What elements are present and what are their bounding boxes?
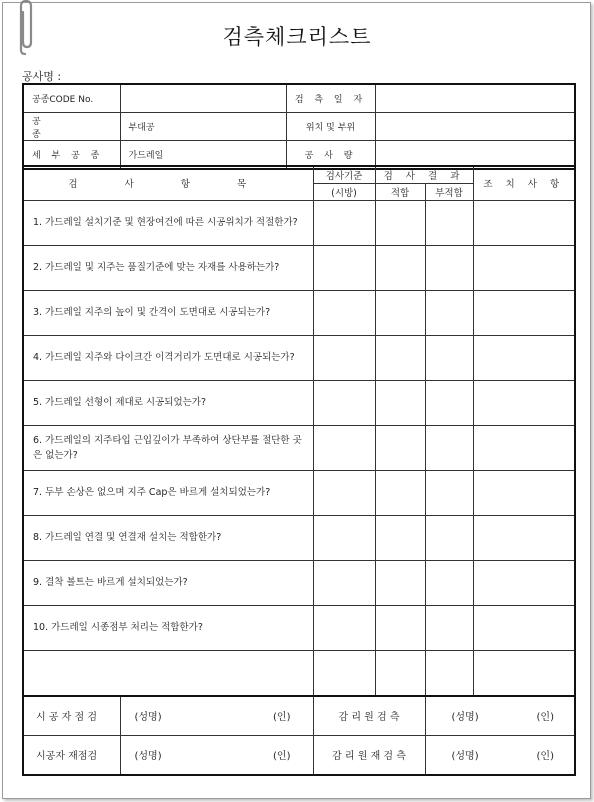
seal-label: (인) bbox=[273, 751, 291, 762]
table-row bbox=[23, 245, 575, 290]
fail-header: 부적합 bbox=[425, 183, 473, 200]
action-cell[interactable] bbox=[473, 425, 575, 470]
check-item: 6. 가드레일의 지주타입 근입깊이가 부족하여 상단부를 절단한 곳은 없는가? bbox=[23, 425, 313, 470]
table-row bbox=[23, 560, 575, 605]
project-name-label: 공사명 : bbox=[22, 70, 62, 83]
check-item: 3. 가드레일 지주의 높이 및 간격이 도면대로 시공되는가? bbox=[23, 290, 313, 335]
code-label: 공종CODE No. bbox=[23, 84, 120, 113]
fail-cell[interactable] bbox=[425, 200, 473, 245]
checklist-table bbox=[22, 165, 576, 776]
table-row bbox=[23, 425, 575, 470]
date-label: 검 측 일 자 bbox=[286, 84, 375, 113]
fail-cell[interactable] bbox=[425, 335, 473, 380]
pass-cell[interactable] bbox=[375, 470, 425, 515]
supervisor-recheck-signature-field[interactable] bbox=[425, 735, 575, 775]
pass-cell[interactable] bbox=[375, 605, 425, 650]
check-item: 2. 가드레일 및 지주는 품질기준에 맞는 자재를 사용하는가? bbox=[23, 245, 313, 290]
pass-cell[interactable] bbox=[375, 290, 425, 335]
fail-cell[interactable] bbox=[425, 470, 473, 515]
pass-header: 적합 bbox=[375, 183, 425, 200]
check-item: 4. 가드레일 지주와 다이크간 이격거리가 도면대로 시공되는가? bbox=[23, 335, 313, 380]
action-cell[interactable] bbox=[473, 470, 575, 515]
supervisor-recheck-label: 감 리 원 재 검 측 bbox=[313, 735, 425, 775]
standard-cell[interactable] bbox=[313, 335, 375, 380]
pass-cell[interactable] bbox=[375, 335, 425, 380]
pass-cell[interactable] bbox=[375, 560, 425, 605]
table-row bbox=[23, 650, 575, 696]
table-row bbox=[23, 380, 575, 425]
standard-cell[interactable] bbox=[313, 515, 375, 560]
action-header: 조 치 사 항 bbox=[473, 166, 575, 200]
standard-header: 검사기준 bbox=[313, 166, 375, 183]
check-item: 5. 가드레일 선형이 제대로 시공되었는가? bbox=[23, 380, 313, 425]
page-title: 검측체크리스트 bbox=[222, 25, 372, 49]
name-label: (성명) bbox=[451, 712, 479, 723]
contractor-check-label: 시 공 자 점 검 bbox=[23, 696, 120, 736]
seal-label: (인) bbox=[536, 712, 554, 723]
info-table bbox=[22, 83, 576, 170]
result-header: 검 사 결 과 bbox=[375, 166, 473, 183]
name-label: (성명) bbox=[134, 712, 162, 723]
table-row bbox=[23, 200, 575, 245]
pass-cell[interactable] bbox=[375, 200, 425, 245]
pass-cell[interactable] bbox=[375, 650, 425, 696]
action-cell[interactable] bbox=[473, 380, 575, 425]
check-item: 8. 가드레일 연결 및 연결재 설치는 적합한가? bbox=[23, 515, 313, 560]
fail-cell[interactable] bbox=[425, 605, 473, 650]
standard-cell[interactable] bbox=[313, 245, 375, 290]
action-cell[interactable] bbox=[473, 290, 575, 335]
pass-cell[interactable] bbox=[375, 425, 425, 470]
fail-cell[interactable] bbox=[425, 650, 473, 696]
standard-cell[interactable] bbox=[313, 650, 375, 696]
table-row bbox=[23, 605, 575, 650]
pass-cell[interactable] bbox=[375, 245, 425, 290]
standard-cell[interactable] bbox=[313, 425, 375, 470]
supervisor-check-label: 감 리 원 검 측 bbox=[313, 696, 425, 736]
check-item: 7. 두부 손상은 없으며 지주 Cap은 바르게 설치되었는가? bbox=[23, 470, 313, 515]
contractor-recheck-label: 시공자 재점검 bbox=[23, 735, 120, 775]
contractor-recheck-signature-field[interactable] bbox=[120, 735, 313, 775]
supervisor-signature-field[interactable] bbox=[425, 696, 575, 736]
check-item: 1. 가드레일 설치기준 및 현장여건에 따른 시공위치가 적절한가? bbox=[23, 200, 313, 245]
fail-cell[interactable] bbox=[425, 290, 473, 335]
name-label: (성명) bbox=[134, 751, 162, 762]
work-type-value: 부대공 bbox=[120, 113, 286, 141]
action-cell[interactable] bbox=[473, 605, 575, 650]
contractor-signature-field[interactable] bbox=[120, 696, 313, 736]
action-cell[interactable] bbox=[473, 650, 575, 696]
quantity-label: 공 사 량 bbox=[286, 141, 375, 170]
standard-cell[interactable] bbox=[313, 290, 375, 335]
date-value bbox=[375, 84, 575, 113]
check-item bbox=[23, 650, 313, 696]
fail-cell[interactable] bbox=[425, 380, 473, 425]
fail-cell[interactable] bbox=[425, 560, 473, 605]
standard-cell[interactable] bbox=[313, 560, 375, 605]
table-row bbox=[23, 335, 575, 380]
seal-label: (인) bbox=[273, 712, 291, 723]
standard-cell[interactable] bbox=[313, 470, 375, 515]
table-row bbox=[23, 515, 575, 560]
action-cell[interactable] bbox=[473, 515, 575, 560]
check-item: 9. 결착 볼트는 바르게 설치되었는가? bbox=[23, 560, 313, 605]
action-cell[interactable] bbox=[473, 245, 575, 290]
table-row bbox=[23, 290, 575, 335]
location-label: 위치 및 부위 bbox=[286, 113, 375, 141]
check-item: 10. 가드레일 시종점부 처리는 적합한가? bbox=[23, 605, 313, 650]
table-row bbox=[23, 470, 575, 515]
detail-type-value: 가드레일 bbox=[120, 141, 286, 170]
action-cell[interactable] bbox=[473, 200, 575, 245]
name-label: (성명) bbox=[451, 751, 479, 762]
seal-label: (인) bbox=[536, 751, 554, 762]
standard-cell[interactable] bbox=[313, 380, 375, 425]
fail-cell[interactable] bbox=[425, 245, 473, 290]
action-cell[interactable] bbox=[473, 335, 575, 380]
standard-cell[interactable] bbox=[313, 605, 375, 650]
action-cell[interactable] bbox=[473, 560, 575, 605]
standard-cell[interactable] bbox=[313, 200, 375, 245]
pass-cell[interactable] bbox=[375, 515, 425, 560]
standard-subheader: (시방) bbox=[313, 183, 375, 200]
items-header: 검 사 항 목 bbox=[23, 166, 313, 200]
signature-row bbox=[23, 735, 575, 775]
code-value bbox=[120, 84, 286, 113]
location-value bbox=[375, 113, 575, 141]
work-type-label: 공 종 bbox=[23, 113, 120, 141]
signature-row bbox=[23, 696, 575, 736]
pass-cell[interactable] bbox=[375, 380, 425, 425]
fail-cell[interactable] bbox=[425, 515, 473, 560]
detail-type-label: 세 부 공 종 bbox=[23, 141, 120, 170]
fail-cell[interactable] bbox=[425, 425, 473, 470]
